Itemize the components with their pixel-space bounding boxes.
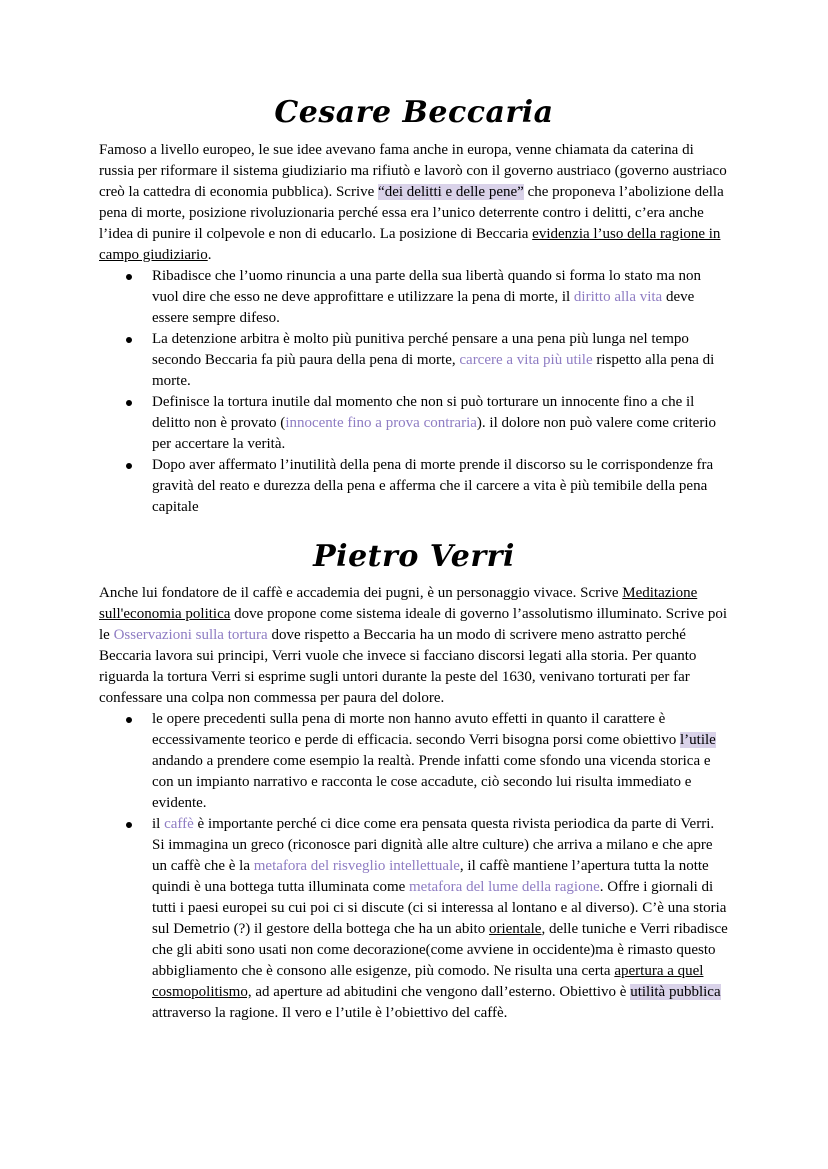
text-run: Ribadisce che l’uomo rinuncia a una parte della sua libertà quando si forma lo stato ma non vuol dire che esso ne deve approfittare e utilizzare la pena di morte, il	[152, 267, 701, 305]
bullet-item	[152, 392, 729, 455]
underlined-text: evidenzia l’uso della ragione in campo giudiziario	[99, 225, 721, 263]
section-pietro-verri	[99, 540, 729, 1025]
highlighted-text: l’utile	[680, 732, 716, 748]
text-run: il	[152, 816, 165, 832]
text-run: è importante perché ci dice come era pensata questa rivista periodica da parte di Verri. Si immagina un greco (riconosce pari dignità alle altre culture) che arriva a milano e che apre un caffè che è la	[152, 816, 715, 874]
underlined-text: Meditazione sull'economia politica	[99, 585, 698, 622]
bullet-item	[152, 266, 729, 329]
text-run: Definisce la tortura inutile dal momento che non si può torturare un innocente fino a che il delitto non è provato (	[152, 393, 695, 431]
text-run: Famoso a livello europeo, le sue idee avevano fama anche in europa, venne chiamata da caterina di russia per riformare il sistema giudiziario ma rifiutò e lavorò con il governo austriaco (governo austriaco creò la cattedra di economia pubblica). Scrive	[99, 141, 727, 200]
text-run: . Offre i giornali di tutti i paesi europei su cui poi ci si discute (ci si interessa al lontano e al diverso). C’è una storia sul Demetrio (?) il gestore della bottega che ha un abito	[152, 879, 727, 937]
text-run: dove rispetto a Beccaria ha un modo di scrivere meno astratto perché Beccaria lavora sui principi, Verri vuole che invece si facciano discorsi legati alla storia. Per quanto riguarda la tortura Verri si esprime sugli untori durante la peste del 1630, venivano torturati per far confessare una colpa non commessa per paura del dolore.	[99, 627, 697, 706]
accent-text: diritto alla vita	[573, 288, 663, 305]
accent-text: metafora del risveglio intellettuale	[253, 858, 460, 874]
section-intro-pietro-verri	[99, 583, 729, 709]
bullet-item	[152, 455, 729, 518]
accent-text: metafora del lume della ragione	[409, 879, 600, 895]
accent-text: Osservazioni sulla tortura	[113, 627, 268, 643]
text-run: rispetto alla pena di morte.	[152, 351, 715, 389]
text-run: , il caffè mantiene l’apertura tutta la notte quindi è una bottega tutta illuminata come	[152, 858, 709, 895]
text-run: deve essere sempre difeso.	[152, 288, 695, 326]
text-run: ad aperture ad abitudini che vengono dall’esterno. Obiettivo è	[251, 984, 631, 1000]
text-run: .	[207, 246, 212, 263]
text-run: attraverso la ragione. Il vero e l’utile è l’obiettivo del caffè.	[152, 1005, 508, 1021]
text-run: Anche lui fondatore de il caffè e accademia dei pugni, è un personaggio vivace. Scrive	[99, 585, 623, 601]
bullet-item	[152, 814, 729, 1024]
bullet-item	[152, 329, 729, 392]
underlined-text: orientale	[488, 921, 542, 937]
text-run: La detenzione arbitra è molto più punitiva perché pensare a una pena più lunga nel tempo secondo Beccaria fa più paura della pena di morte,	[152, 330, 689, 368]
section-cesare-beccaria	[99, 96, 729, 518]
highlighted-text: utilità pubblica	[630, 984, 721, 1000]
text-run: Dopo aver affermato l’inutilità della pena di morte prende il discorso su le corrispondenze fra gravità del reato e durezza della pena e afferma che il carcere a vita è più temibile della pena capitale	[152, 456, 714, 515]
bullet-item	[152, 709, 729, 814]
text-run: andando a prendere come esempio la realtà. Prende infatti come sfondo una vicenda storica e con un impianto narrativo e racconta le cose accadute, ciò secondo lui risulta immediato e evidente.	[152, 753, 711, 811]
highlighted-text: “dei delitti e delle pene”	[378, 183, 524, 200]
underlined-text: apertura a quel cosmopolitismo,	[152, 963, 704, 1000]
section-intro-cesare-beccaria	[99, 140, 729, 266]
text-run: che proponeva l’abolizione della pena di morte, posizione rivoluzionaria perché essa era l’unico deterrente contro i delitti, c’era anche l’idea di punire il colpevole e non di educarlo. La posizione di Beccaria	[99, 183, 724, 242]
section-title-pietro-verri: Pietro Verri	[313, 538, 515, 574]
bullet-list-cesare-beccaria	[99, 266, 729, 518]
bullet-list-pietro-verri	[99, 709, 729, 1024]
accent-text: innocente fino a prova contraria	[285, 414, 477, 431]
section-title-cesare-beccaria: Cesare Beccaria	[274, 95, 554, 130]
accent-text: carcere a vita più utile	[459, 351, 593, 368]
text-run: dove propone come sistema ideale di governo l’assolutismo illuminato. Scrive poi le	[99, 606, 727, 643]
text-run: ). il dolore non può valere come criterio per accertare la verità.	[152, 414, 716, 452]
accent-text: caffè	[164, 816, 194, 832]
text-run: , delle tuniche e Verri ribadisce che gli abiti sono usati non come decorazione(come avviene in occidente)ma è rimasto questo abbigliamento che è consono alle esigenze, più comodo. Ne risulta una certa	[152, 921, 728, 979]
text-run: le opere precedenti sulla pena di morte non hanno avuto effetti in quanto il carattere è eccessivamente teorico e perde di efficacia. secondo Verri bisogna porsi come obiettivo	[152, 711, 680, 748]
